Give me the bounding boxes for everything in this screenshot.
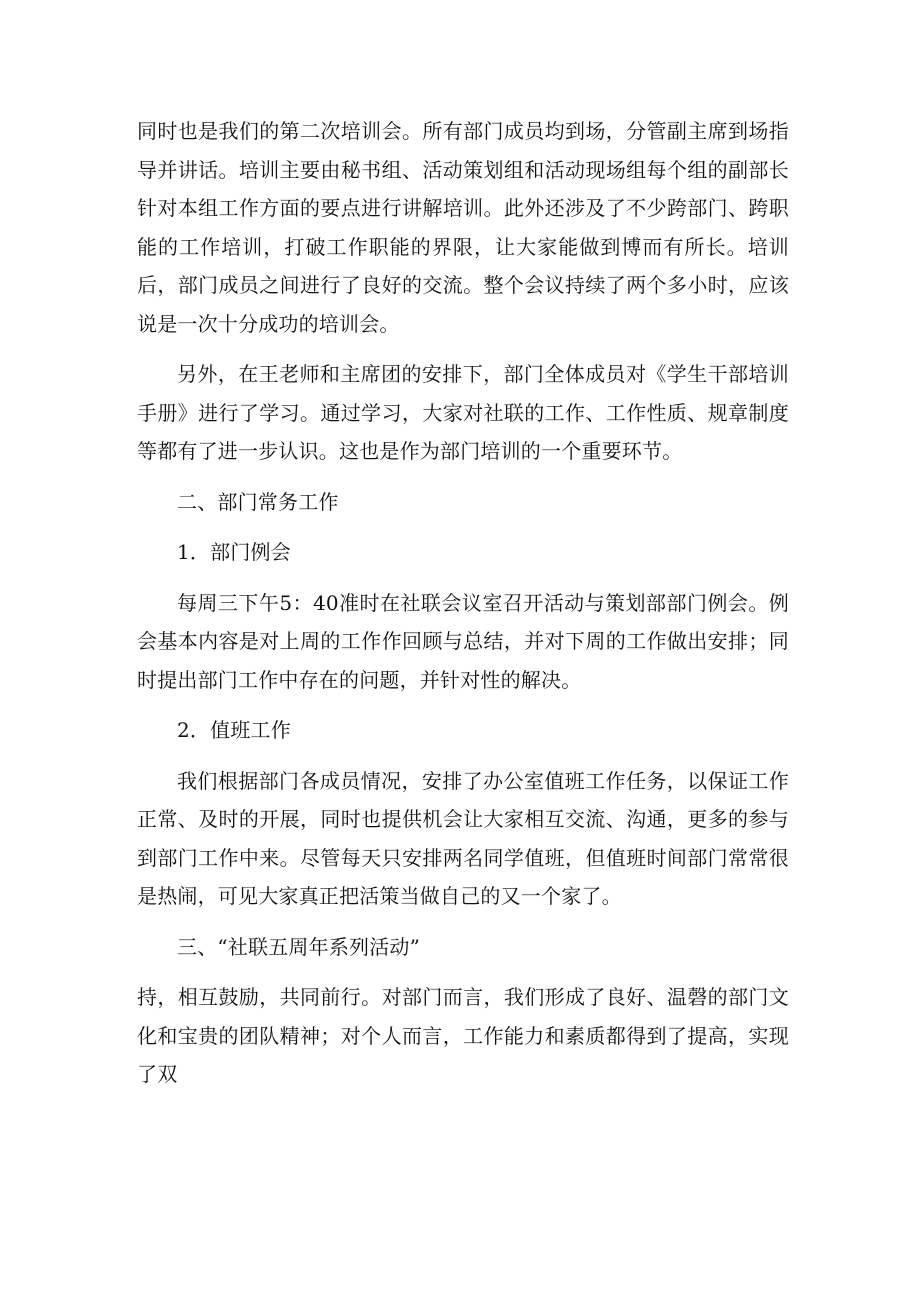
section-heading-routine-work: 二、部门常务工作 [177,489,339,514]
paragraph-duty-arrangement: 我们根据部门各成员情况，安排了办公室值班工作任务，以保证工作正常、及时的开展，同时也提供机会让大家相互交流、沟通，更多的参与到部门工作中来。尽管每天只安排两名同学值班，但值班时间部门常常很是热闹，可见大家真正把活策当做自己的又一个家了。 [137,768,789,908]
subheading-department-meeting: 1．部门例会 [177,540,291,564]
paragraph-training-meeting: 同时也是我们的第二次培训会。所有部门成员均到场，分管副主席到场指导并讲话。培训主要由秘书组、活动策划组和活动现场组每个组的副部长针对本组工作方面的要点进行讲解培训。此外还涉及了不少跨部门、跨职能的工作培训，打破工作职能的界限，让大家能做到博而有所长。培训后，部门成员之间进行了良好的交流。整个会议持续了两个多小时，应该说是一次十分成功的培训会。 [137,119,789,336]
paragraph-team-culture: 持，相互鼓励，共同前行。对部门而言，我们形成了良好、温磬的部门文化和宝贵的团队精神；对个人而言，工作能力和素质都得到了提高，实现了双 [137,985,789,1086]
subheading-duty-work: 2．值班工作 [177,718,291,742]
body-text [137,112,789,1094]
section-heading-anniversary-activities: 三、“社联五周年系列活动” [177,934,421,959]
paragraph-weekly-meeting: 每周三下午5：40准时在社联会议室召开活动与策划部部门例会。例会基本内容是对上周的工作作回顾与总结，并对下周的工作做出安排；同时提出部门工作中存在的问题，并针对性的解决。 [137,590,789,692]
paragraph-handbook-study: 另外，在王老师和主席团的安排下，部门全体成员对《学生干部培训手册》进行了学习。通过学习，大家对社联的工作、工作性质、规章制度等都有了进一步认识。这也是作为部门培训的一个重要环节。 [137,362,789,463]
